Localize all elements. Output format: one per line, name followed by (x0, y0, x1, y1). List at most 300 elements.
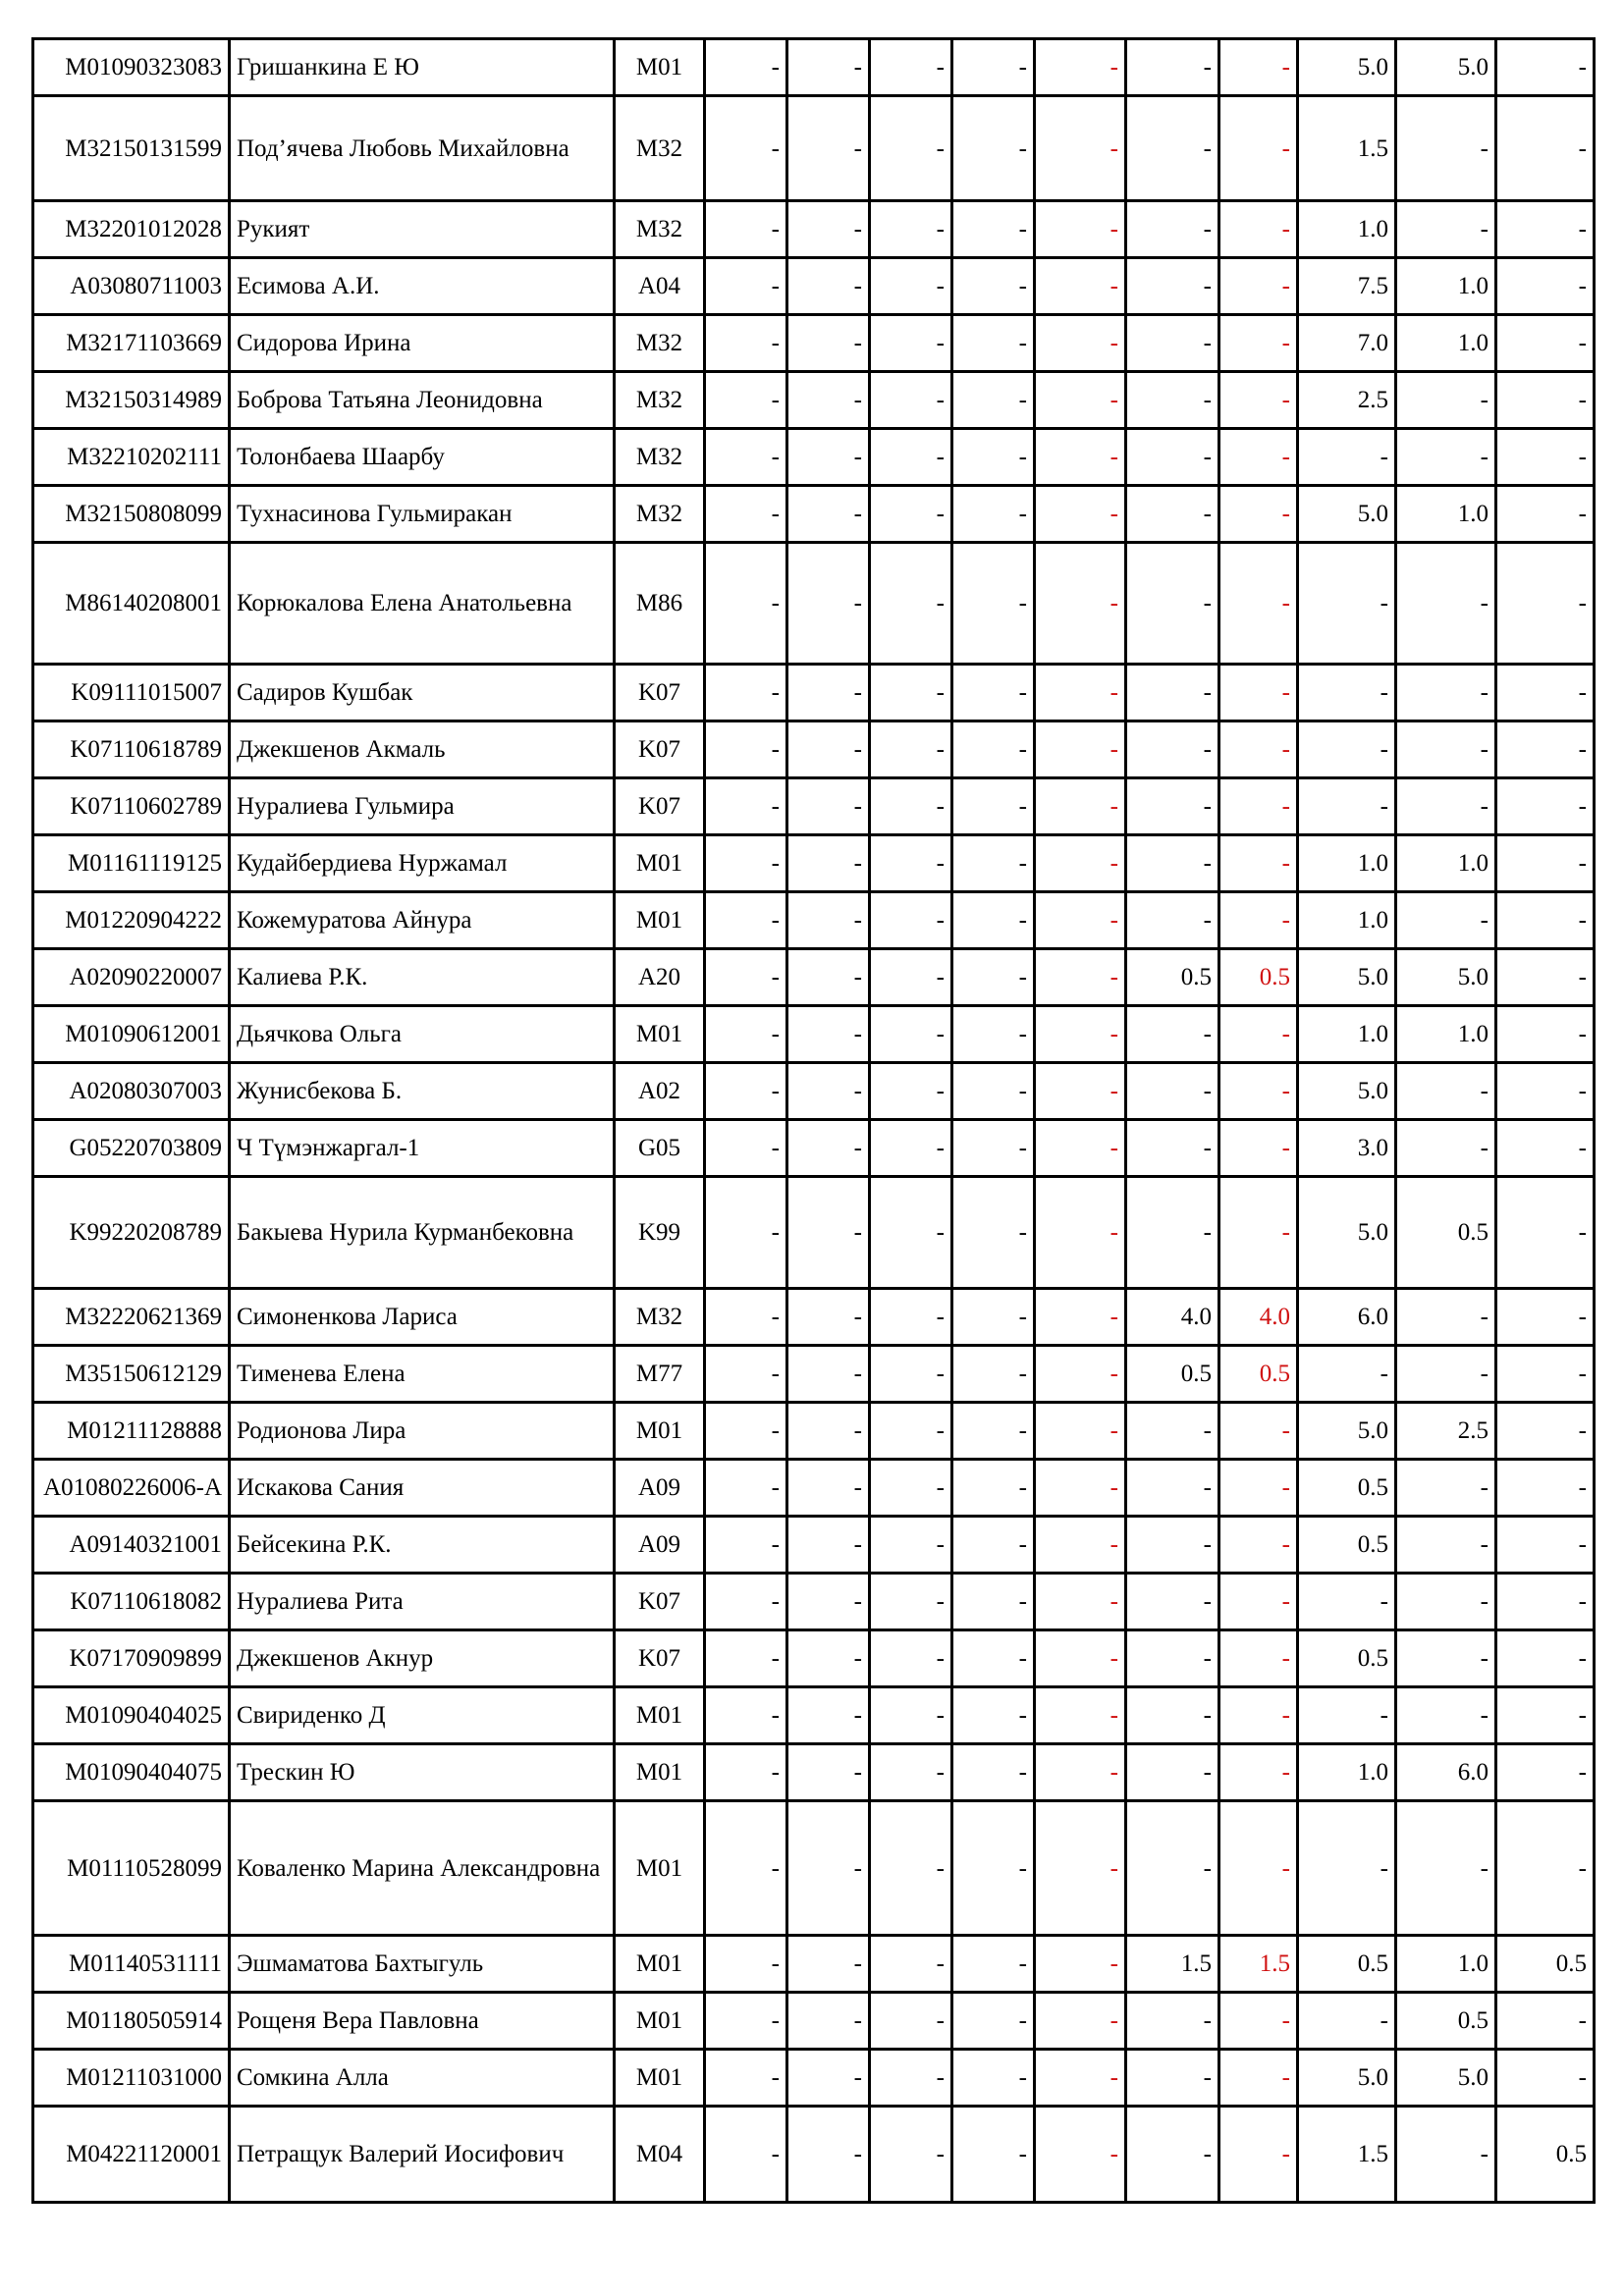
value-cell-7: - (1219, 486, 1298, 543)
value-cell-8: 5.0 (1298, 1177, 1396, 1289)
value-cell-5: - (1035, 2107, 1126, 2203)
value-cell-4: - (952, 1006, 1035, 1063)
value-cell-9: 1.0 (1396, 315, 1496, 372)
group-code-cell: M01 (615, 1744, 705, 1801)
value-cell-3: - (870, 1006, 952, 1063)
value-cell-2: - (787, 835, 870, 892)
value-cell-5: - (1035, 2050, 1126, 2107)
table-row (33, 892, 1595, 949)
value-cell-8: 3.0 (1298, 1120, 1396, 1177)
table-row (33, 1630, 1595, 1687)
value-cell-3: - (870, 2107, 952, 2203)
value-cell-9: 1.0 (1396, 486, 1496, 543)
group-code-cell: K07 (615, 1630, 705, 1687)
value-cell-10: - (1496, 201, 1595, 258)
group-code-cell: K07 (615, 778, 705, 835)
value-cell-1: - (705, 835, 787, 892)
value-cell-9: - (1396, 2107, 1496, 2203)
value-cell-8: 1.0 (1298, 892, 1396, 949)
value-cell-6: - (1126, 835, 1219, 892)
value-cell-2: - (787, 486, 870, 543)
members-table (31, 37, 1596, 2204)
group-code-cell: M32 (615, 315, 705, 372)
member-name-cell: Толонбаева Шаарбу (230, 429, 615, 486)
value-cell-2: - (787, 1177, 870, 1289)
value-cell-4: - (952, 96, 1035, 201)
value-cell-5: - (1035, 1574, 1126, 1630)
value-cell-6: - (1126, 1460, 1219, 1517)
group-code-cell: M01 (615, 892, 705, 949)
value-cell-7: - (1219, 1744, 1298, 1801)
value-cell-10: - (1496, 1460, 1595, 1517)
value-cell-1: - (705, 543, 787, 665)
value-cell-1: - (705, 1063, 787, 1120)
value-cell-10: - (1496, 1289, 1595, 1346)
value-cell-9: - (1396, 1120, 1496, 1177)
value-cell-5: - (1035, 1120, 1126, 1177)
value-cell-9: - (1396, 1460, 1496, 1517)
member-name-cell: Калиева Р.К. (230, 949, 615, 1006)
value-cell-5: - (1035, 1006, 1126, 1063)
value-cell-4: - (952, 665, 1035, 721)
member-name-cell: Сидорова Ирина (230, 315, 615, 372)
value-cell-10: - (1496, 1687, 1595, 1744)
value-cell-4: - (952, 1177, 1035, 1289)
value-cell-10: - (1496, 1993, 1595, 2050)
group-code-cell: M01 (615, 835, 705, 892)
value-cell-10: - (1496, 39, 1595, 96)
value-cell-2: - (787, 1993, 870, 2050)
value-cell-6: - (1126, 201, 1219, 258)
value-cell-3: - (870, 258, 952, 315)
value-cell-6: - (1126, 2107, 1219, 2203)
value-cell-4: - (952, 892, 1035, 949)
value-cell-2: - (787, 1517, 870, 1574)
value-cell-1: - (705, 2107, 787, 2203)
member-id-cell: M01090404025 (33, 1687, 230, 1744)
value-cell-3: - (870, 1120, 952, 1177)
member-name-cell: Бакыева Нурила Курманбековна (230, 1177, 615, 1289)
value-cell-10: - (1496, 949, 1595, 1006)
value-cell-9: 1.0 (1396, 1936, 1496, 1993)
value-cell-7: 0.5 (1219, 1346, 1298, 1403)
member-name-cell: Гришанкина Е Ю (230, 39, 615, 96)
value-cell-6: - (1126, 1517, 1219, 1574)
value-cell-7: - (1219, 39, 1298, 96)
table-row (33, 1993, 1595, 2050)
value-cell-8: - (1298, 1346, 1396, 1403)
member-id-cell: M01161119125 (33, 835, 230, 892)
group-code-cell: K07 (615, 721, 705, 778)
member-id-cell: M01110528099 (33, 1801, 230, 1936)
value-cell-5: - (1035, 949, 1126, 1006)
member-id-cell: M01090612001 (33, 1006, 230, 1063)
group-code-cell: M32 (615, 486, 705, 543)
value-cell-5: - (1035, 1687, 1126, 1744)
value-cell-10: - (1496, 1744, 1595, 1801)
member-name-cell: Есимова А.И. (230, 258, 615, 315)
value-cell-8: - (1298, 778, 1396, 835)
value-cell-6: - (1126, 1006, 1219, 1063)
value-cell-2: - (787, 1744, 870, 1801)
member-name-cell: Искакова Сания (230, 1460, 615, 1517)
value-cell-4: - (952, 1517, 1035, 1574)
value-cell-3: - (870, 1993, 952, 2050)
table-row (33, 1120, 1595, 1177)
value-cell-1: - (705, 315, 787, 372)
value-cell-9: 5.0 (1396, 949, 1496, 1006)
value-cell-1: - (705, 96, 787, 201)
member-id-cell: M01090323083 (33, 39, 230, 96)
value-cell-2: - (787, 1630, 870, 1687)
member-name-cell: Коваленко Марина Александровна (230, 1801, 615, 1936)
value-cell-5: - (1035, 1346, 1126, 1403)
value-cell-9: - (1396, 1574, 1496, 1630)
value-cell-8: - (1298, 429, 1396, 486)
value-cell-7: - (1219, 201, 1298, 258)
value-cell-7: - (1219, 372, 1298, 429)
value-cell-4: - (952, 2050, 1035, 2107)
member-name-cell: Свириденко Д (230, 1687, 615, 1744)
table-row (33, 201, 1595, 258)
group-code-cell: K07 (615, 1574, 705, 1630)
member-name-cell: Эшмаматова Бахтыгуль (230, 1936, 615, 1993)
group-code-cell: A20 (615, 949, 705, 1006)
value-cell-5: - (1035, 543, 1126, 665)
value-cell-1: - (705, 721, 787, 778)
value-cell-8: 5.0 (1298, 39, 1396, 96)
value-cell-6: 0.5 (1126, 1346, 1219, 1403)
value-cell-8: 5.0 (1298, 1063, 1396, 1120)
table-row (33, 1403, 1595, 1460)
value-cell-8: 1.0 (1298, 1744, 1396, 1801)
value-cell-9: - (1396, 372, 1496, 429)
value-cell-3: - (870, 721, 952, 778)
value-cell-4: - (952, 1063, 1035, 1120)
value-cell-7: - (1219, 1687, 1298, 1744)
value-cell-6: - (1126, 1744, 1219, 1801)
value-cell-3: - (870, 2050, 952, 2107)
group-code-cell: M01 (615, 1993, 705, 2050)
value-cell-4: - (952, 1403, 1035, 1460)
value-cell-9: - (1396, 1517, 1496, 1574)
value-cell-9: - (1396, 201, 1496, 258)
value-cell-2: - (787, 1006, 870, 1063)
value-cell-5: - (1035, 201, 1126, 258)
member-name-cell: Боброва Татьяна Леонидовна (230, 372, 615, 429)
value-cell-10: - (1496, 778, 1595, 835)
value-cell-2: - (787, 39, 870, 96)
value-cell-5: - (1035, 429, 1126, 486)
value-cell-6: - (1126, 778, 1219, 835)
value-cell-10: - (1496, 1006, 1595, 1063)
value-cell-1: - (705, 372, 787, 429)
value-cell-1: - (705, 1574, 787, 1630)
value-cell-10: 0.5 (1496, 1936, 1595, 1993)
group-code-cell: K99 (615, 1177, 705, 1289)
member-id-cell: M32150314989 (33, 372, 230, 429)
member-id-cell: M01090404075 (33, 1744, 230, 1801)
value-cell-1: - (705, 1993, 787, 2050)
value-cell-6: - (1126, 96, 1219, 201)
value-cell-10: - (1496, 258, 1595, 315)
table-row (33, 2107, 1595, 2203)
member-id-cell: A02090220007 (33, 949, 230, 1006)
value-cell-2: - (787, 258, 870, 315)
member-name-cell: Родионова Лира (230, 1403, 615, 1460)
value-cell-4: - (952, 372, 1035, 429)
value-cell-10: - (1496, 486, 1595, 543)
value-cell-10: - (1496, 1063, 1595, 1120)
group-code-cell: M86 (615, 543, 705, 665)
value-cell-8: - (1298, 721, 1396, 778)
group-code-cell: M32 (615, 372, 705, 429)
value-cell-10: - (1496, 315, 1595, 372)
value-cell-6: - (1126, 486, 1219, 543)
value-cell-5: - (1035, 1801, 1126, 1936)
value-cell-9: - (1396, 1289, 1496, 1346)
value-cell-3: - (870, 1687, 952, 1744)
value-cell-5: - (1035, 1177, 1126, 1289)
value-cell-4: - (952, 721, 1035, 778)
value-cell-1: - (705, 949, 787, 1006)
value-cell-8: 1.0 (1298, 201, 1396, 258)
value-cell-2: - (787, 1120, 870, 1177)
value-cell-10: - (1496, 835, 1595, 892)
value-cell-8: - (1298, 1574, 1396, 1630)
value-cell-6: - (1126, 1630, 1219, 1687)
member-name-cell: Петращук Валерий Иосифович (230, 2107, 615, 2203)
value-cell-3: - (870, 315, 952, 372)
value-cell-5: - (1035, 892, 1126, 949)
group-code-cell: M01 (615, 1006, 705, 1063)
value-cell-7: - (1219, 1006, 1298, 1063)
value-cell-1: - (705, 1936, 787, 1993)
table-row (33, 429, 1595, 486)
member-name-cell: Джекшенов Акмаль (230, 721, 615, 778)
value-cell-2: - (787, 96, 870, 201)
table-row (33, 1006, 1595, 1063)
value-cell-2: - (787, 721, 870, 778)
table-row (33, 949, 1595, 1006)
value-cell-10: - (1496, 429, 1595, 486)
group-code-cell: M77 (615, 1346, 705, 1403)
value-cell-3: - (870, 1403, 952, 1460)
value-cell-7: 4.0 (1219, 1289, 1298, 1346)
group-code-cell: A02 (615, 1063, 705, 1120)
value-cell-4: - (952, 543, 1035, 665)
value-cell-9: 1.0 (1396, 835, 1496, 892)
member-id-cell: M32210202111 (33, 429, 230, 486)
value-cell-9: - (1396, 1346, 1496, 1403)
value-cell-9: - (1396, 543, 1496, 665)
member-name-cell: Тухнасинова Гульмиракан (230, 486, 615, 543)
value-cell-8: 6.0 (1298, 1289, 1396, 1346)
value-cell-8: 0.5 (1298, 1517, 1396, 1574)
value-cell-7: - (1219, 96, 1298, 201)
value-cell-6: - (1126, 315, 1219, 372)
value-cell-2: - (787, 1289, 870, 1346)
member-name-cell: Корюкалова Елена Анатольевна (230, 543, 615, 665)
value-cell-6: - (1126, 543, 1219, 665)
value-cell-4: - (952, 1289, 1035, 1346)
member-name-cell: Нуралиева Рита (230, 1574, 615, 1630)
member-name-cell: Нуралиева Гульмира (230, 778, 615, 835)
value-cell-3: - (870, 892, 952, 949)
value-cell-8: 5.0 (1298, 1403, 1396, 1460)
member-name-cell: Садиров Кушбак (230, 665, 615, 721)
table-row (33, 1289, 1595, 1346)
value-cell-8: - (1298, 1993, 1396, 2050)
value-cell-7: - (1219, 1460, 1298, 1517)
value-cell-3: - (870, 39, 952, 96)
value-cell-3: - (870, 835, 952, 892)
value-cell-9: 0.5 (1396, 1177, 1496, 1289)
member-id-cell: M01211031000 (33, 2050, 230, 2107)
value-cell-5: - (1035, 778, 1126, 835)
member-id-cell: K09111015007 (33, 665, 230, 721)
value-cell-3: - (870, 665, 952, 721)
group-code-cell: M01 (615, 39, 705, 96)
value-cell-8: 5.0 (1298, 949, 1396, 1006)
value-cell-2: - (787, 429, 870, 486)
value-cell-7: - (1219, 1120, 1298, 1177)
value-cell-7: - (1219, 1574, 1298, 1630)
value-cell-6: - (1126, 1120, 1219, 1177)
value-cell-5: - (1035, 1936, 1126, 1993)
value-cell-7: - (1219, 1801, 1298, 1936)
value-cell-7: - (1219, 1993, 1298, 2050)
value-cell-8: 1.0 (1298, 835, 1396, 892)
member-name-cell: Бейсекина Р.К. (230, 1517, 615, 1574)
value-cell-8: - (1298, 1687, 1396, 1744)
member-name-cell: Жунисбекова Б. (230, 1063, 615, 1120)
value-cell-2: - (787, 201, 870, 258)
value-cell-3: - (870, 486, 952, 543)
value-cell-6: - (1126, 2050, 1219, 2107)
member-id-cell: K07110602789 (33, 778, 230, 835)
value-cell-4: - (952, 429, 1035, 486)
value-cell-1: - (705, 1177, 787, 1289)
value-cell-7: - (1219, 2107, 1298, 2203)
value-cell-5: - (1035, 1993, 1126, 2050)
table-row (33, 1687, 1595, 1744)
member-name-cell: Сомкина Алла (230, 2050, 615, 2107)
value-cell-9: - (1396, 665, 1496, 721)
member-id-cell: G05220703809 (33, 1120, 230, 1177)
value-cell-7: - (1219, 1403, 1298, 1460)
value-cell-8: 1.0 (1298, 1006, 1396, 1063)
value-cell-1: - (705, 1517, 787, 1574)
value-cell-7: - (1219, 1630, 1298, 1687)
value-cell-1: - (705, 1460, 787, 1517)
group-code-cell: A04 (615, 258, 705, 315)
table-row (33, 1063, 1595, 1120)
value-cell-2: - (787, 892, 870, 949)
group-code-cell: G05 (615, 1120, 705, 1177)
value-cell-5: - (1035, 258, 1126, 315)
value-cell-5: - (1035, 835, 1126, 892)
value-cell-3: - (870, 543, 952, 665)
value-cell-7: - (1219, 543, 1298, 665)
value-cell-6: - (1126, 1403, 1219, 1460)
table-row (33, 486, 1595, 543)
value-cell-10: - (1496, 1403, 1595, 1460)
value-cell-9: 5.0 (1396, 39, 1496, 96)
value-cell-6: - (1126, 372, 1219, 429)
value-cell-7: - (1219, 1063, 1298, 1120)
value-cell-4: - (952, 1346, 1035, 1403)
member-id-cell: M32150131599 (33, 96, 230, 201)
value-cell-2: - (787, 1574, 870, 1630)
value-cell-6: 1.5 (1126, 1936, 1219, 1993)
member-id-cell: M32150808099 (33, 486, 230, 543)
value-cell-8: - (1298, 665, 1396, 721)
value-cell-9: 0.5 (1396, 1993, 1496, 2050)
member-id-cell: M04221120001 (33, 2107, 230, 2203)
value-cell-1: - (705, 665, 787, 721)
value-cell-1: - (705, 1289, 787, 1346)
value-cell-7: - (1219, 892, 1298, 949)
value-cell-3: - (870, 1744, 952, 1801)
value-cell-9: 5.0 (1396, 2050, 1496, 2107)
value-cell-6: - (1126, 892, 1219, 949)
group-code-cell: M01 (615, 1801, 705, 1936)
value-cell-10: - (1496, 1120, 1595, 1177)
value-cell-5: - (1035, 1517, 1126, 1574)
value-cell-4: - (952, 1460, 1035, 1517)
member-id-cell: K99220208789 (33, 1177, 230, 1289)
member-id-cell: K07170909899 (33, 1630, 230, 1687)
group-code-cell: M32 (615, 96, 705, 201)
value-cell-1: - (705, 258, 787, 315)
member-name-cell: Джекшенов Акнур (230, 1630, 615, 1687)
value-cell-4: - (952, 1936, 1035, 1993)
value-cell-10: - (1496, 1801, 1595, 1936)
value-cell-3: - (870, 1574, 952, 1630)
value-cell-9: - (1396, 778, 1496, 835)
member-id-cell: M01140531111 (33, 1936, 230, 1993)
value-cell-7: - (1219, 665, 1298, 721)
value-cell-4: - (952, 949, 1035, 1006)
value-cell-1: - (705, 1006, 787, 1063)
table-row (33, 1744, 1595, 1801)
group-code-cell: A09 (615, 1517, 705, 1574)
value-cell-7: - (1219, 2050, 1298, 2107)
member-name-cell: Тименева Елена (230, 1346, 615, 1403)
value-cell-6: - (1126, 721, 1219, 778)
member-id-cell: K07110618789 (33, 721, 230, 778)
value-cell-3: - (870, 949, 952, 1006)
value-cell-7: - (1219, 1517, 1298, 1574)
value-cell-8: 2.5 (1298, 372, 1396, 429)
value-cell-2: - (787, 778, 870, 835)
value-cell-4: - (952, 1630, 1035, 1687)
value-cell-1: - (705, 1687, 787, 1744)
value-cell-7: - (1219, 778, 1298, 835)
group-code-cell: M01 (615, 1687, 705, 1744)
member-name-cell: Кудайбердиева Нуржамал (230, 835, 615, 892)
value-cell-8: 5.0 (1298, 486, 1396, 543)
value-cell-4: - (952, 1687, 1035, 1744)
value-cell-4: - (952, 778, 1035, 835)
value-cell-9: - (1396, 1687, 1496, 1744)
value-cell-9: - (1396, 1801, 1496, 1936)
table-row (33, 258, 1595, 315)
value-cell-5: - (1035, 1063, 1126, 1120)
member-name-cell: Рукият (230, 201, 615, 258)
value-cell-4: - (952, 1801, 1035, 1936)
